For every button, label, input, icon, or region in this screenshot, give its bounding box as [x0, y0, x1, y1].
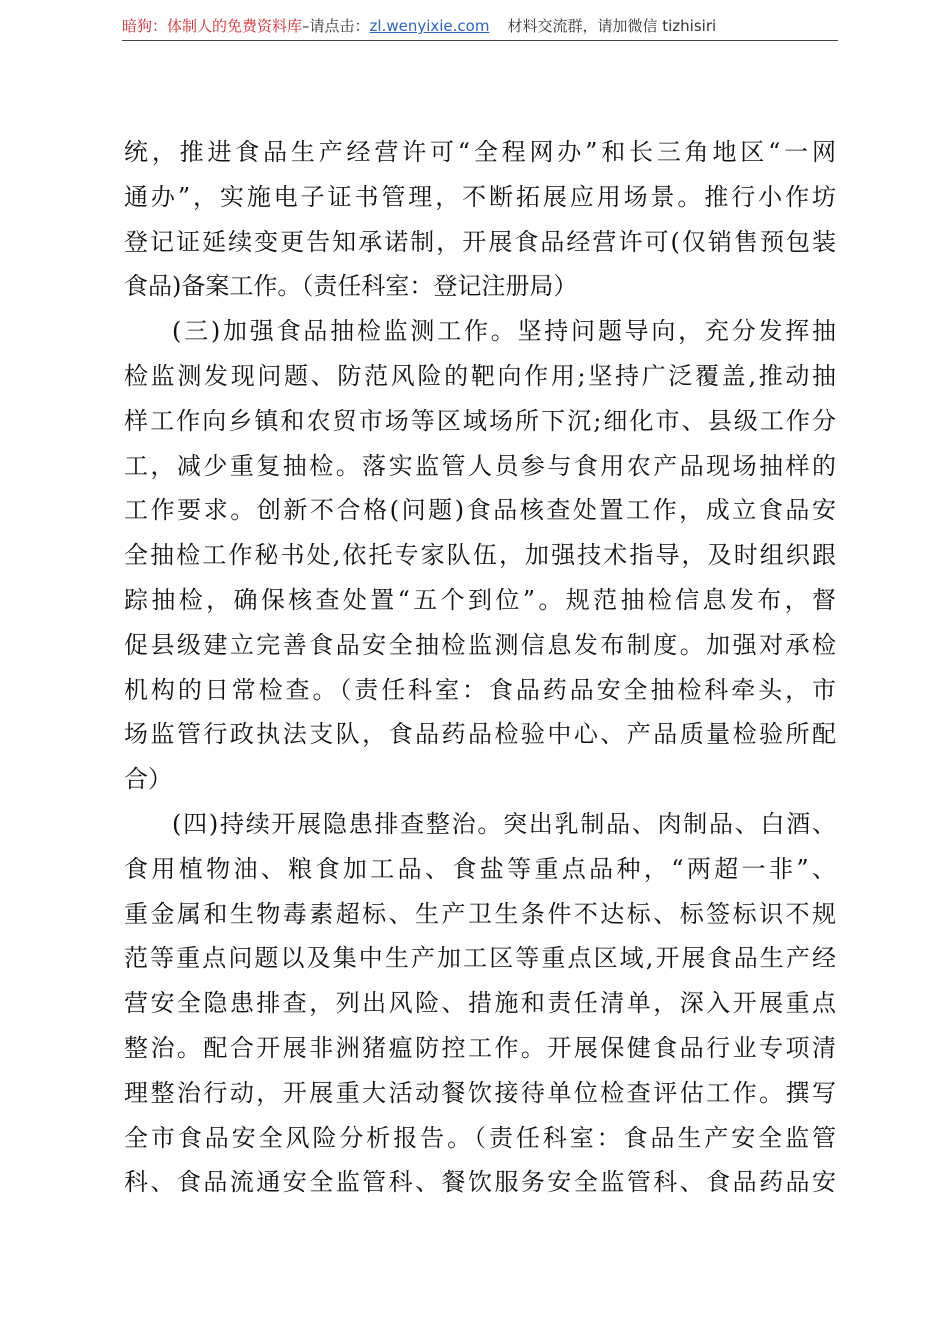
text-line: 重金属和生物毒素超标、生产卫生条件不达标、标签标识不规: [124, 899, 836, 928]
site-link[interactable]: zl.wenyixie.com: [369, 17, 490, 35]
paragraph-1: [124, 130, 836, 309]
text-line: (四)持续开展隐患排查整治。突出乳制品、肉制品、白酒、: [172, 809, 836, 838]
text-line: 场监管行政执法支队，食品药品检验中心、产品质量检验所配: [124, 720, 836, 749]
text-line: 样工作向乡镇和农贸市场等区域场所下沉;细化市、县级工作分: [124, 406, 836, 435]
text-line: 通办”，实施电子证书管理，不断拓展应用场景。推行小作坊: [124, 182, 836, 211]
text-line: 科、食品流通安全监管科、餐饮服务安全监管科、食品药品安: [124, 1168, 836, 1197]
text-line: 理整治行动，开展重大活动餐饮接待单位检查评估工作。撰写: [124, 1078, 836, 1107]
paragraph-3: [124, 802, 836, 1205]
text-line: 食品)备案工作。（责任科室：登记注册局）: [124, 272, 578, 301]
page-header: [122, 14, 838, 41]
text-line: (三)加强食品抽检监测工作。坚持问题导向，充分发挥抽: [172, 317, 836, 346]
text-line: 整治。配合开展非洲猪瘟防控工作。开展保健食品行业专项清: [124, 1033, 836, 1062]
text-line: 合）: [124, 765, 172, 794]
text-line: 营安全隐患排查，列出风险、措施和责任清单，深入开展重点: [124, 989, 836, 1018]
paragraph-2: [124, 309, 836, 802]
text-line: 统，推进食品生产经营许可“全程网办”和长三角地区“一网: [124, 138, 836, 166]
text-line: 全抽检工作秘书处,依托专家队伍，加强技术指导，及时组织跟: [124, 541, 836, 570]
click-prompt: –请点击：: [302, 17, 370, 35]
text-line: 食用植物油、粮食加工品、食盐等重点品种，“两超一非”、: [124, 854, 836, 883]
text-line: 工，减少重复抽检。落实监管人员参与食用农产品现场抽样的: [124, 451, 836, 480]
text-line: 检监测发现问题、防范风险的靶向作用;坚持广泛覆盖,推动抽: [124, 361, 836, 390]
text-line: 范等重点问题以及集中生产加工区等重点区域,开展食品生产经: [124, 944, 836, 973]
text-line: 机构的日常检查。（责任科室：食品药品安全抽检科牵头，市: [124, 675, 836, 704]
text-line: 促县级建立完善食品安全抽检监测信息发布制度。加强对承检: [124, 630, 836, 659]
text-line: 登记证延续变更告知承诺制，开展食品经营许可(仅销售预包装: [124, 227, 836, 256]
text-line: 踪抽检，确保核查处置“五个到位”。规范抽检信息发布，督: [124, 585, 836, 614]
text-line: 全市食品安全风险分析报告。（责任科室：食品生产安全监管: [124, 1123, 836, 1152]
text-line: 工作要求。创新不合格(问题)食品核查处置工作，成立食品安: [124, 496, 836, 525]
site-label: 暗狗：体制人的免费资料库: [122, 17, 303, 35]
document-body: [124, 130, 836, 1205]
group-notice: 材料交流群，请加微信 tizhisiri: [507, 17, 717, 35]
